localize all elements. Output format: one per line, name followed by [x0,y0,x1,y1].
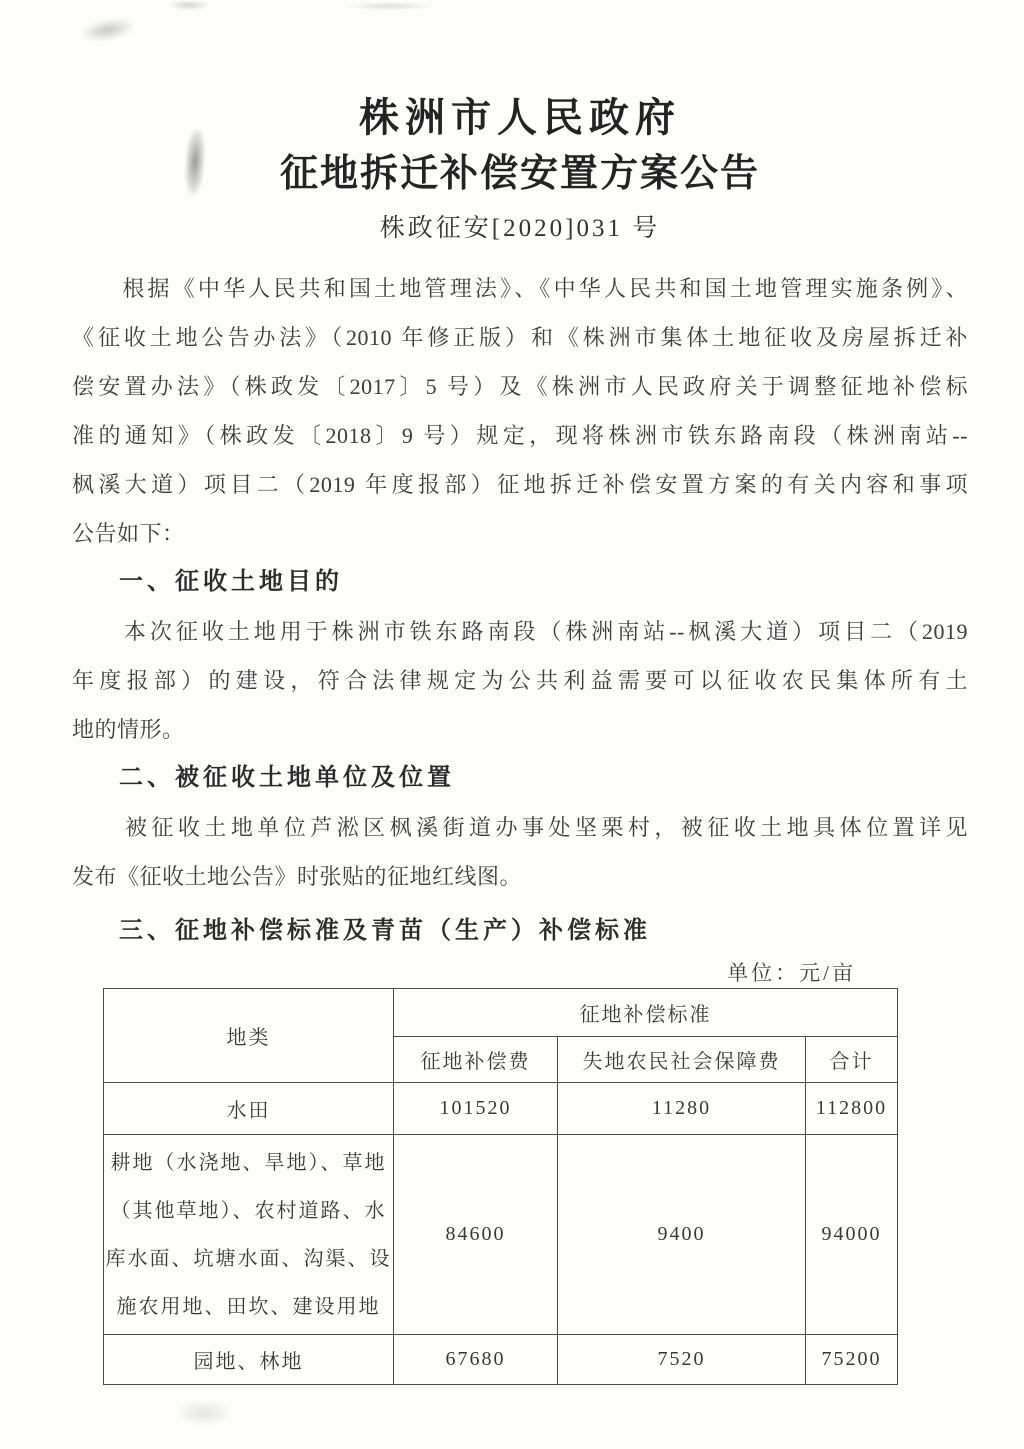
section-heading-location: 二、被征收土地单位及位置 [119,765,455,791]
col-header-social-security-fee: 失地农民社会保障费 [558,1037,806,1083]
text-line: 本次征收土地用于株洲市铁东路南段（株洲南站--枫溪大道）项目二（2019 [72,619,968,644]
scan-smudge [175,1400,233,1426]
table-unit-label: 单位：元/亩 [727,961,856,985]
section-heading-standards: 三、征地补偿标准及青苗（生产）补偿标准 [119,918,651,944]
col-header-standard-group: 征地补偿标准 [394,989,898,1037]
text-line: 地的情形。 [72,717,185,742]
compensation-table [103,988,898,1385]
cell-social-security-fee: 9400 [558,1135,806,1335]
document-number: 株政征安[2020]031 号 [379,215,661,242]
cell-total: 112800 [806,1083,898,1135]
text-line: 被征收土地单位芦淞区枫溪街道办事处坚栗村，被征收土地具体位置详见 [72,815,968,840]
text-line: 发布《征收土地公告》时张贴的征地红线图。 [72,864,523,889]
cell-land-class: 耕地（水浇地、旱地）、草地（其他草地）、农村道路、水库水面、坑塘水面、沟渠、设施农用地、田坎、建设用地 [104,1135,394,1335]
document-header [72,0,968,246]
cell-land-class: 水田 [104,1083,394,1135]
document-title-line2: 征地拆迁补偿安置方案公告 [279,153,760,195]
cell-compensation-fee: 84600 [394,1135,558,1335]
text-line: 公告如下： [72,521,185,546]
cell-social-security-fee: 7520 [558,1335,806,1385]
text-line: 年度报部）的建设，符合法律规定为公共利益需要可以征收农民集体所有土 [72,668,968,693]
col-header-total: 合计 [806,1037,898,1083]
cell-land-class: 园地、林地 [104,1335,394,1385]
text-line: 根据《中华人民共和国土地管理法》、《中华人民共和国土地管理实施条例》、 [72,276,968,301]
section-body-purpose [72,607,968,754]
text-line: 《征收土地公告办法》（2010 年修正版）和《株洲市集体土地征收及房屋拆迁补 [72,325,968,350]
intro-paragraph [72,264,968,558]
table-row [104,1335,898,1385]
section-body-location [72,803,968,901]
cell-total: 94000 [806,1135,898,1335]
table-header-row-1 [104,989,898,1037]
section-heading-purpose: 一、征收土地目的 [119,569,343,595]
document-title-line1: 株洲市人民政府 [359,95,681,140]
col-header-land-class: 地类 [104,989,394,1083]
table-row [104,1083,898,1135]
col-header-compensation-fee: 征地补偿费 [394,1037,558,1083]
cell-social-security-fee: 11280 [558,1083,806,1135]
text-line: 准的通知》（株政发〔2018〕9 号）规定，现将株洲市铁东路南段（株洲南站-- [72,423,968,448]
cell-total: 75200 [806,1335,898,1385]
text-line: 偿安置办法》（株政发〔2017〕5 号）及《株洲市人民政府关于调整征地补偿标 [72,374,968,399]
cell-compensation-fee: 67680 [394,1335,558,1385]
text-line: 枫溪大道）项目二（2019 年度报部）征地拆迁补偿安置方案的有关内容和事项 [72,472,968,497]
table-row [104,1135,898,1335]
cell-compensation-fee: 101520 [394,1083,558,1135]
